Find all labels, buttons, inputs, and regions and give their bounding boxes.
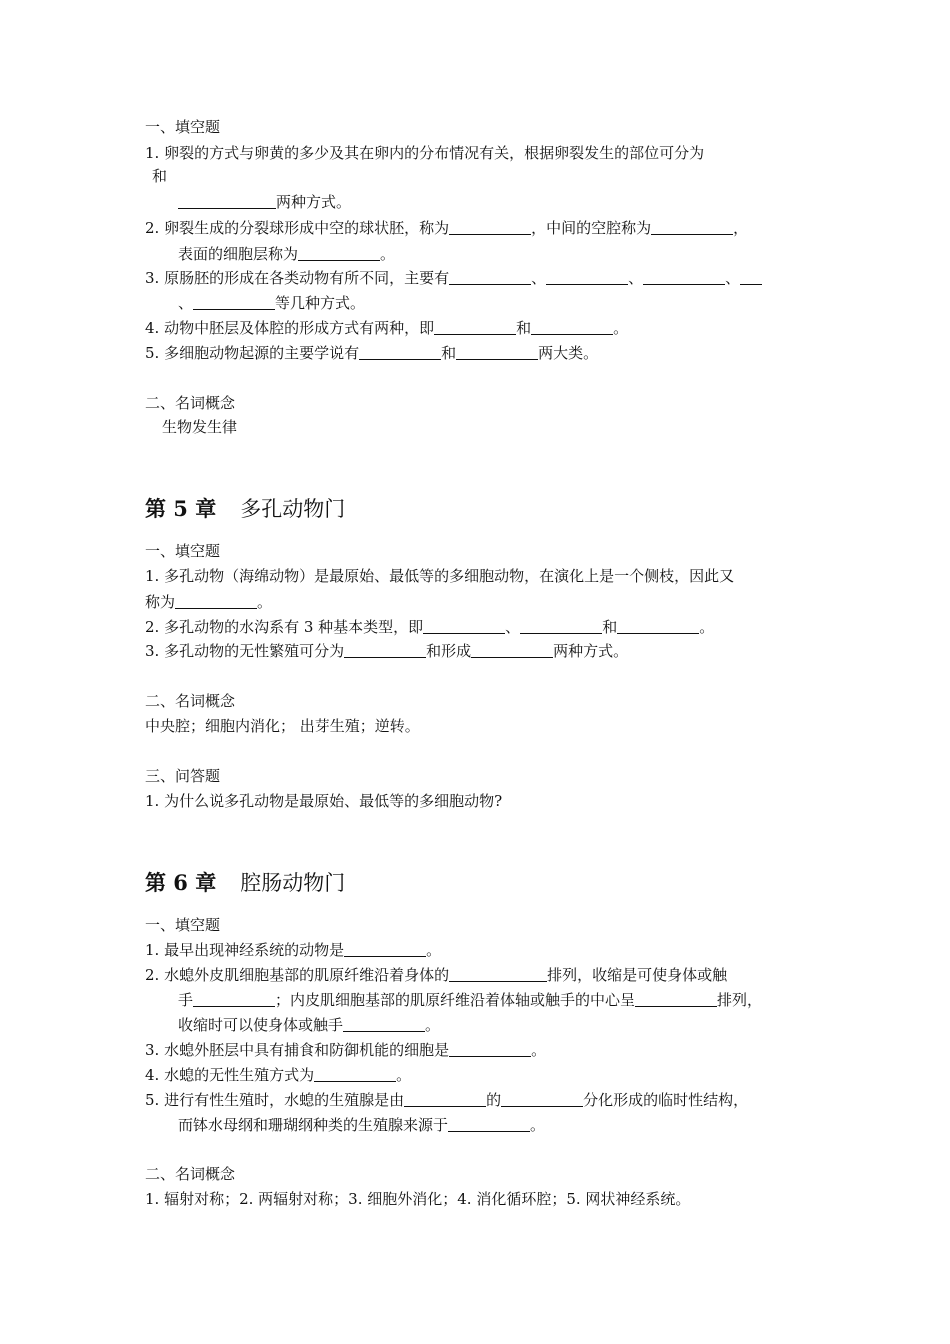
answer-blank[interactable] xyxy=(423,618,505,634)
answer-blank[interactable] xyxy=(193,991,275,1007)
fill-blank-heading: 一、填空题 xyxy=(145,118,221,136)
answer-blank[interactable] xyxy=(651,219,733,235)
answer-blank[interactable] xyxy=(175,593,257,609)
question-5: 5. 进行有性生殖时，水螅的生殖腺是由 的 分化形成的临时性结构， xyxy=(145,1091,749,1109)
answer-blank[interactable] xyxy=(298,245,380,261)
qa-question-1: 1. 为什么说多孔动物是最原始、最低等的多细胞动物? xyxy=(145,792,503,810)
answer-blank[interactable] xyxy=(471,642,553,658)
question-5: 5. 多细胞动物起源的主要学说有 和 两大类。 xyxy=(145,344,599,362)
answer-blank[interactable] xyxy=(344,941,426,957)
question-3: 3. 多孔动物的无性繁殖可分为 和形成 两种方式。 xyxy=(145,642,629,660)
answer-blank[interactable] xyxy=(520,618,602,634)
term-list: 1. 辐射对称；2. 两辐射对称；3. 细胞外消化；4. 消化循环腔；5. 网状神经系统。 xyxy=(145,1190,691,1208)
answer-blank[interactable] xyxy=(531,319,613,335)
term-heading: 二、名词概念 xyxy=(145,394,236,412)
question-2-cont: 手 ；内皮肌细胞基部的肌原纤维沿着体轴或触手的中心呈 排列， xyxy=(178,991,763,1009)
question-1: 1. 多孔动物（海绵动物）是最原始、最低等的多细胞动物，在演化上是一个侧枝，因此又 xyxy=(145,567,735,585)
answer-blank[interactable] xyxy=(193,294,275,310)
question-2: 2. 多孔动物的水沟系有 3 种基本类型，即 、 和 。 xyxy=(145,618,715,636)
fill-blank-heading: 一、填空题 xyxy=(145,916,221,934)
question-2: 2. 卵裂生成的分裂球形成中空的球状胚，称为 ，中间的空腔称为 ， xyxy=(145,219,749,237)
term-list: 中央腔；细胞内消化； 出芽生殖；逆转。 xyxy=(145,717,420,735)
term-heading: 二、名词概念 xyxy=(145,692,236,710)
answer-blank[interactable] xyxy=(449,219,531,235)
answer-blank[interactable] xyxy=(314,1066,396,1082)
answer-blank[interactable] xyxy=(449,269,531,285)
question-1: 1. 卵裂的方式与卵黄的多少及其在卵内的分布情况有关，根据卵裂发生的部位可分为 xyxy=(145,144,705,162)
answer-blank[interactable] xyxy=(740,269,762,285)
question-3: 3. 原肠胚的形成在各类动物有所不同，主要有 、 、 、 xyxy=(145,268,762,288)
answer-blank[interactable] xyxy=(404,1091,486,1107)
question-1-cont: 称为 。 xyxy=(145,593,273,611)
term-list: 生物发生律 xyxy=(162,418,238,436)
answer-blank[interactable] xyxy=(635,991,717,1007)
fill-blank-heading: 一、填空题 xyxy=(145,542,221,560)
term-heading: 二、名词概念 xyxy=(145,1165,236,1183)
question-1: 1. 最早出现神经系统的动物是 。 xyxy=(145,941,442,959)
answer-blank[interactable] xyxy=(359,344,441,360)
question-3-cont: 、 等几种方式。 xyxy=(178,294,366,312)
qa-heading: 三、问答题 xyxy=(145,767,221,785)
answer-blank[interactable] xyxy=(449,1041,531,1057)
question-1-end: 两种方式。 xyxy=(178,192,351,212)
question-5-cont: 而钵水母纲和珊瑚纲种类的生殖腺来源于 。 xyxy=(178,1116,546,1134)
answer-blank[interactable] xyxy=(501,1091,583,1107)
question-3: 3. 水螅外胚层中具有捕食和防御机能的细胞是 。 xyxy=(145,1041,547,1059)
chapter-6-title: 第 6 章 腔肠动物门 xyxy=(145,870,346,895)
question-2-cont: 表面的细胞层称为 。 xyxy=(178,245,396,263)
answer-blank[interactable] xyxy=(344,642,426,658)
answer-blank[interactable] xyxy=(434,319,516,335)
answer-blank[interactable] xyxy=(178,193,276,209)
question-4: 4. 水螅的无性生殖方式为 。 xyxy=(145,1066,412,1084)
question-4: 4. 动物中胚层及体腔的形成方式有两种，即 和 。 xyxy=(145,319,629,337)
answer-blank[interactable] xyxy=(343,1016,425,1032)
question-2-end: 收缩时可以使身体或触手 。 xyxy=(178,1016,441,1034)
answer-blank[interactable] xyxy=(617,618,699,634)
question-2: 2. 水螅外皮肌细胞基部的肌原纤维沿着身体的 排列，收缩是可使身体或触 xyxy=(145,966,728,984)
answer-blank[interactable] xyxy=(456,344,538,360)
answer-blank[interactable] xyxy=(448,1116,530,1132)
answer-blank[interactable] xyxy=(449,966,547,982)
answer-blank[interactable] xyxy=(546,269,628,285)
chapter-5-title: 第 5 章 多孔动物门 xyxy=(145,496,346,521)
answer-blank[interactable] xyxy=(643,269,725,285)
question-1-cont: 和 xyxy=(152,167,168,185)
